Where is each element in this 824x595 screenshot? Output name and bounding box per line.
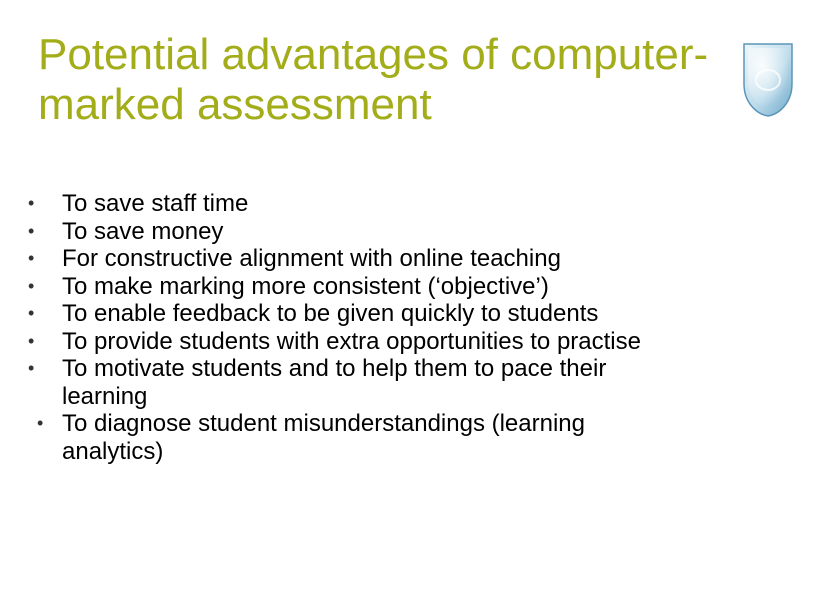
bullet-text-continuation: learning [62, 382, 148, 410]
bullet-marker: • [28, 303, 35, 323]
bullet-item [28, 245, 788, 273]
bullet-text: To enable feedback to be given quickly to students [62, 300, 599, 327]
bullet-marker: • [28, 275, 35, 296]
slide-title-line-2: marked assessment [38, 80, 432, 129]
bullet-marker: • [28, 220, 35, 241]
bullet-item [28, 273, 788, 301]
bullet-text-continuation: analytics) [62, 437, 164, 465]
bullet-text: To save staff time [62, 190, 249, 217]
bullet-text: To diagnose student misunderstandings (learning [62, 410, 585, 437]
bullet-marker: • [28, 330, 35, 351]
bullet-item [28, 300, 788, 328]
bullet-item [28, 190, 788, 218]
slide-title [38, 30, 778, 130]
bullet-text: To provide students with extra opportunities to practise [62, 327, 641, 355]
bullet-marker: • [28, 358, 35, 378]
bullet-list [28, 190, 788, 465]
bullet-text: To make marking more consistent (‘objective’) [62, 272, 549, 300]
bullet-text: To motivate students and to help them to pace their [62, 355, 607, 382]
bullet-text: To save money [62, 217, 224, 245]
bullet-item [28, 410, 788, 465]
bullet-item [28, 328, 788, 356]
bullet-item [28, 218, 788, 246]
bullet-text: For constructive alignment with online teaching [62, 245, 561, 272]
bullet-marker: • [37, 413, 44, 433]
bullet-item [28, 355, 788, 410]
shield-logo-icon [740, 40, 796, 120]
bullet-marker: • [28, 248, 35, 268]
slide-title-line-1: Potential advantages of computer- [38, 30, 709, 79]
bullet-marker: • [28, 193, 35, 213]
